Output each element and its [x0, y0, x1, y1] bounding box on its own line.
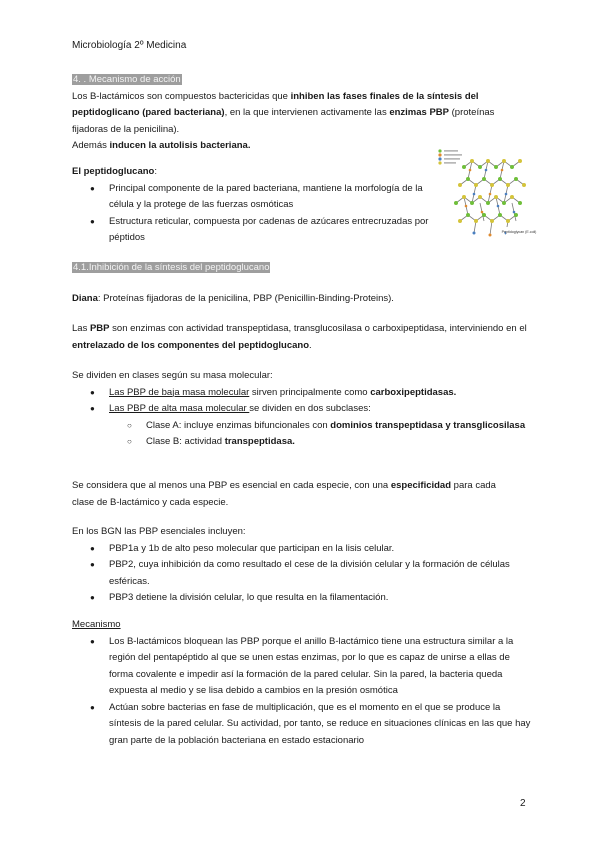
section-4 [72, 72, 524, 155]
list-item: ○ Clase B: actividad transpeptidasa. [72, 434, 534, 451]
intro-paragraph: Los B-lactámicos son compuestos bactericidas que inhiben las fases finales de la síntesis del peptidoglicano (pared bacteriana), en la que intervienen activamente las enzimas PBP (proteínas fijadoras de la penicilina). [72, 90, 495, 135]
subclasses-list [72, 418, 534, 451]
list-item: ○ Clase A: incluye enzimas bifuncionales con dominios transpeptidasa y transglicosilasa [72, 418, 534, 435]
classes-list [72, 385, 534, 418]
peptidoglucano-title: El peptidoglucano [72, 166, 155, 177]
sugar-units [454, 159, 526, 223]
diana-label: Diana [72, 293, 98, 304]
autolysis-bold: inducen la autolisis bacteriana. [109, 140, 251, 151]
entrelazado-bold: entrelazado de los componentes del peptidoglucano [72, 339, 310, 351]
section-4-1 [72, 260, 270, 277]
section-4-heading: 4. . Mecanismo de acción [73, 74, 181, 85]
glycan-chains [456, 161, 524, 235]
list-item: ● PBP3 detiene la división celular, lo que resulta en la filamentación. [72, 590, 534, 607]
bgn-list [72, 541, 534, 607]
peptidoglucano-block: El peptidoglucano: ● Principal componente de la pared bacteriana, mantiene la morfología de la célula y la protege de las fuerzas osmóticas ● Estructura reticular, compuesta por cadenas de azúcares entrecruzadas por péptidos [72, 164, 432, 247]
intro-bold-enzimas: enzimas PBP [389, 107, 449, 118]
section-4-1-heading: 4.1.Inhibición de la síntesis del peptidoglucano [73, 262, 270, 273]
list-item: ● Las PBP de alta masa molecular se dividen en dos subclases: [72, 401, 534, 418]
peptidoglycan-figure [436, 147, 537, 243]
esencial-paragraph: Se considera que al menos una PBP es esencial en cada especie, con una especificidad para cada clase de B-lactámico y cada especie. [72, 480, 496, 508]
diana-paragraph: Diana: Proteínas fijadoras de la penicilina, PBP (Penicillin-Binding-Proteins). [72, 293, 394, 304]
list-item: ● Los B-lactámicos bloquean las PBP porque el anillo B-lactámico tiene una estructura similar a la región del pentapéptido al que se unen estas enzimas, por lo que es capaz de unirse a ellas de forma covalente e impedir así la formación de la pared celular. Sin la pared, la bacteria queda expuesta al medio y se lisa debido a cambios en la presión osmótica [72, 634, 534, 700]
list-item: ● Actúan sobre bacterias en fase de multiplicación, que es el momento en el que se produce la síntesis de la pared celular. Su actividad, por tanto, se reduce en situaciones clínicas en las que hay gran parte de la población bacteriana en estado estacionario [72, 700, 534, 750]
list-item: ● Estructura reticular, compuesta por cadenas de azúcares entrecruzadas por péptidos [72, 214, 432, 247]
bgn-intro: En los BGN las PBP esenciales incluyen: [72, 526, 246, 537]
autolysis-line: Además inducen la autolisis bacteriana. [72, 140, 251, 151]
list-item: ● Las PBP de baja masa molecular sirven principalmente como carboxipeptidasas. [72, 385, 534, 402]
figure-legend [438, 149, 462, 164]
pbp-paragraph: Las PBP son enzimas con actividad transpeptidasa, transglucosilasa o carboxipeptidasa, interviniendo en el entrelazado de los componentes del peptidoglucano. [72, 323, 527, 351]
pbp-bold: PBP [89, 323, 110, 334]
mecanismo-list [72, 634, 534, 750]
classes-intro: Se dividen en clases según su masa molecular: [72, 370, 273, 381]
list-item: ● Principal componente de la pared bacteriana, mantiene la morfología de la célula y la protege de las fuerzas osmóticas [72, 181, 432, 214]
classes-block [72, 368, 534, 451]
mecanismo-block [72, 617, 534, 749]
peptidoglucano-list [72, 181, 432, 247]
especificidad-bold: especificidad [390, 480, 452, 491]
intro-bold-inhiben: inhiben las fases finales de la síntesis del peptidoglicano (pared bacteriana) [72, 90, 479, 118]
list-item: ● PBP1a y 1b de alto peso molecular que participan en la lisis celular. [72, 541, 534, 558]
figure-label: Peptidoglycan (E.coli) [501, 230, 537, 234]
bgn-block [72, 524, 534, 607]
page-number: 2 [520, 798, 526, 809]
list-item: ● PBP2, cuya inhibición da como resultado el cese de la división celular y la formación de células esféricas. [72, 557, 534, 590]
mecanismo-title: Mecanismo [72, 619, 121, 630]
page-header: Microbiología 2º Medicina [72, 40, 187, 51]
